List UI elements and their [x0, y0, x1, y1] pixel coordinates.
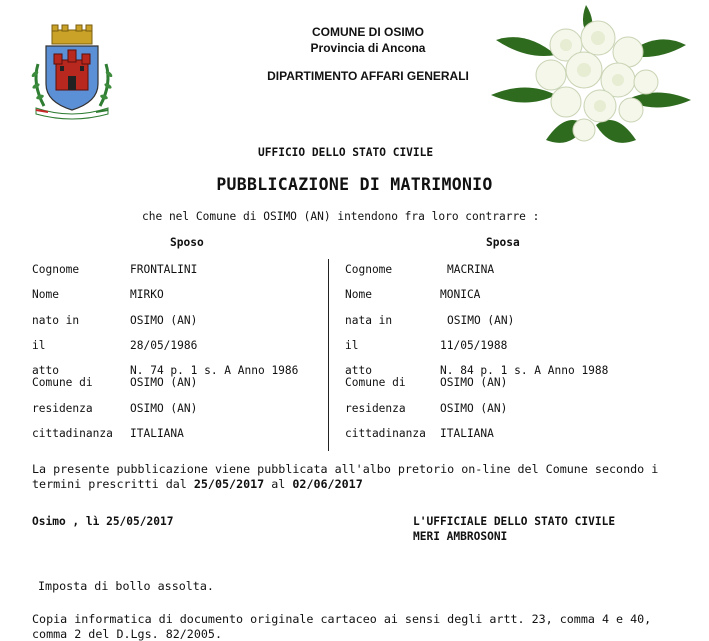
sposo-value-nato-in: OSIMO (AN): [130, 314, 198, 327]
sposa-label-il: il: [345, 339, 359, 352]
copy-note-line-1: Copia informatica di documento originale cartaceo ai sensi degli artt. 23, comma 4 e 40,: [32, 612, 652, 626]
publication-line-2: [32, 477, 363, 491]
sposo-label-nato-in: nato in: [32, 314, 80, 327]
sposo-label-atto: atto: [32, 364, 59, 377]
sposo-label-il: il: [32, 339, 46, 352]
sposa-heading: Sposa: [486, 236, 520, 249]
sposa-label-residenza: residenza: [345, 402, 406, 415]
sposo-label-cognome: Cognome: [32, 263, 80, 276]
sposo-label-nome: Nome: [32, 288, 59, 301]
officer-title: L'UFFICIALE DELLO STATO CIVILE: [413, 515, 616, 528]
sposa-label-nata-in: nata in: [345, 314, 393, 327]
sposa-value-residenza: OSIMO (AN): [440, 402, 508, 415]
coat-of-arms-logo: [28, 24, 116, 120]
dipartimento-heading: DIPARTIMENTO AFFARI GENERALI: [267, 69, 469, 83]
sposo-value-cognome: FRONTALINI: [130, 263, 198, 276]
comune-heading: COMUNE DI OSIMO: [311, 25, 424, 39]
publication-line-2-mid: al: [264, 477, 293, 491]
sposa-value-cittadinanza: ITALIANA: [440, 427, 494, 440]
sposo-value-residenza: OSIMO (AN): [130, 402, 198, 415]
bollo-note: Imposta di bollo assolta.: [38, 579, 214, 593]
sposo-label-residenza: residenza: [32, 402, 93, 415]
sposa-label-atto: atto: [345, 364, 372, 377]
intro-text: che nel Comune di OSIMO (AN) intendono fra loro contrarre :: [142, 210, 540, 223]
sposa-value-il: 11/05/1988: [440, 339, 508, 352]
sposa-label-cognome: Cognome: [345, 263, 393, 276]
copy-note-line-2: comma 2 del D.Lgs. 82/2005.: [32, 627, 222, 641]
ufficio-heading: UFFICIO DELLO STATO CIVILE: [258, 146, 434, 159]
sposa-label-cittadinanza: cittadinanza: [345, 427, 426, 440]
sposo-value-cittadinanza: ITALIANA: [130, 427, 184, 440]
sposa-value-comune-di: OSIMO (AN): [440, 376, 508, 389]
publication-line-2-prefix: termini prescritti dal: [32, 477, 194, 491]
provincia-heading: Provincia di Ancona: [310, 41, 426, 55]
sposa-value-atto: N. 84 p. 1 s. A Anno 1988: [440, 364, 609, 377]
date-from: 25/05/2017: [193, 477, 265, 491]
officer-name: MERI AMBROSONI: [413, 530, 508, 543]
sposo-value-atto: N. 74 p. 1 s. A Anno 1986: [130, 364, 299, 377]
sposo-value-comune-di: OSIMO (AN): [130, 376, 198, 389]
sposa-label-nome: Nome: [345, 288, 372, 301]
flower-bouquet-image: [486, 0, 696, 160]
document-title: PUBBLICAZIONE DI MATRIMONIO: [216, 175, 493, 194]
sposa-value-nata-in: OSIMO (AN): [447, 314, 515, 327]
sposo-label-comune-di: Comune di: [32, 376, 93, 389]
column-divider: [328, 259, 329, 451]
sposo-label-cittadinanza: cittadinanza: [32, 427, 113, 440]
sposo-value-nome: MIRKO: [130, 288, 164, 301]
publication-line-1: La presente pubblicazione viene pubblicata all'albo pretorio on-line del Comune secondo i: [32, 462, 659, 476]
date-to: 02/06/2017: [292, 477, 363, 491]
sposa-value-cognome: MACRINA: [447, 263, 495, 276]
sposo-heading: Sposo: [170, 236, 204, 249]
place-date: Osimo , lì 25/05/2017: [32, 515, 174, 528]
sposa-label-comune-di: Comune di: [345, 376, 406, 389]
sposo-value-il: 28/05/1986: [130, 339, 198, 352]
sposa-value-nome: MONICA: [440, 288, 481, 301]
